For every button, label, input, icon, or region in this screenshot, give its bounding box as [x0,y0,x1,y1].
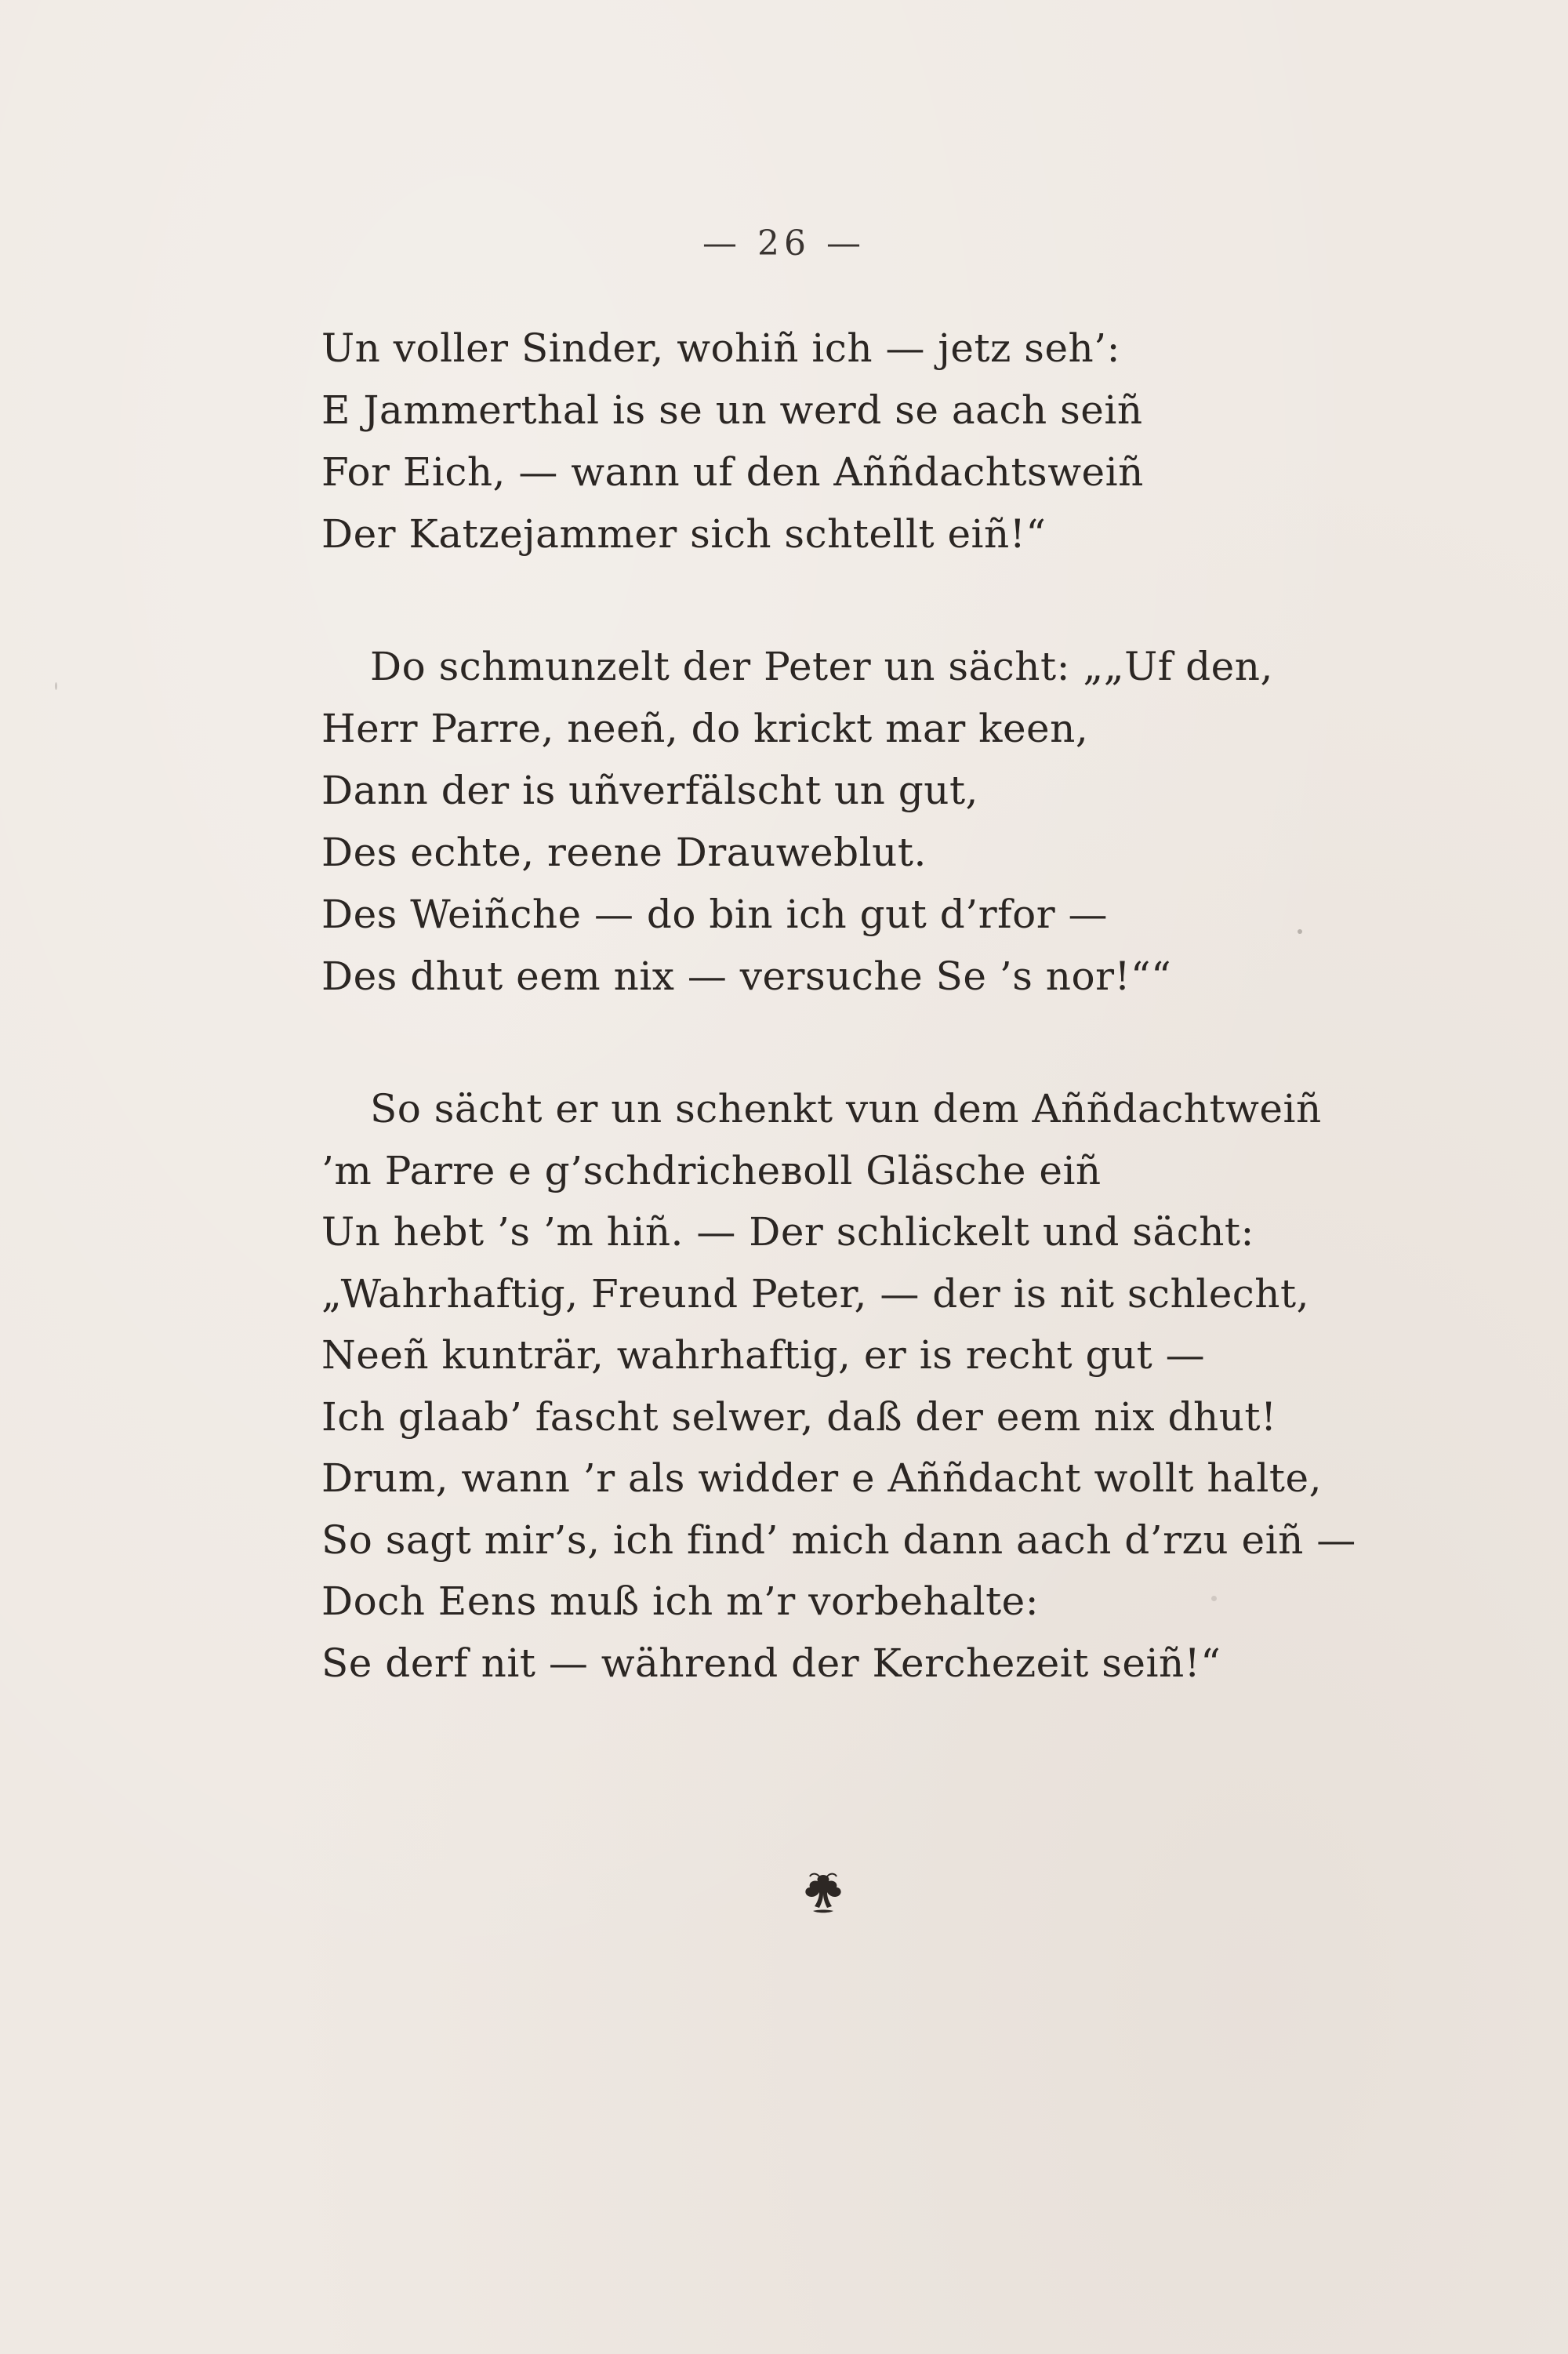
poem-line: Des dhut eem nix — versuche Se ’s nor!““ [321,954,1172,999]
poem-line: For Eich, — wann uf den Aññdachtsweiñ [321,449,1144,495]
stanza-2 [321,636,1372,1008]
poem [321,318,1372,1764]
poem-line: Un hebt ’s ’m hiñ. — Der schlickelt und sächt: [321,1209,1254,1255]
stanza-3 [321,1078,1372,1694]
poem-line: Der Katzejammer sich schtellt eiñ!“ [321,511,1047,557]
floral-ornament-icon [796,1870,851,1917]
poem-line: Doch Eens muß ich m’r vorbehalte: [321,1578,1040,1624]
poem-line: So sagt mir’s, ich find’ mich dann aach d’rzu eiñ — [321,1517,1356,1563]
poem-line: Do schmunzelt der Peter un sächt: „„Uf den, [370,644,1273,689]
poem-line: Des echte, reene Drauweblut. [321,830,927,875]
paper-speck [55,682,57,690]
poem-line: Neeñ kunträr, wahrhaftig, er is recht gut — [321,1332,1206,1378]
poem-line: „Wahrhaftig, Freund Peter, — der is nit schlecht, [321,1270,1309,1317]
poem-line: Drum, wann ’r als widder e Aññdacht wollt halte, [321,1455,1322,1501]
poem-line: E Jammerthal is se un werd se aach seiñ [321,387,1143,433]
paper-speck [1211,1596,1217,1601]
poem-line: ’m Parre e g’schdricheвoll Gläsche eiñ [321,1147,1102,1193]
poem-line: So sächt er un schenkt vun dem Aññdachtweiñ [370,1086,1322,1132]
poem-line: Des Weiñche — do bin ich gut d’rfor — [321,892,1108,937]
stanza-1 [321,318,1372,565]
poem-line: Herr Parre, neeñ, do krickt mar keen, [321,706,1089,751]
poem-line: Dann der is uñverfälscht un gut, [321,768,978,813]
page-number: — 26 — [702,223,866,263]
poem-line: Un voller Sinder, wohiñ ich — jetz seh’: [321,325,1120,371]
paper-speck [1298,929,1302,934]
poem-line: Ich glaab’ fascht selwer, daß der eem nix dhut! [321,1393,1277,1440]
poem-line: Se derf nit — während der Kerchezeit seiñ!“ [321,1640,1221,1686]
